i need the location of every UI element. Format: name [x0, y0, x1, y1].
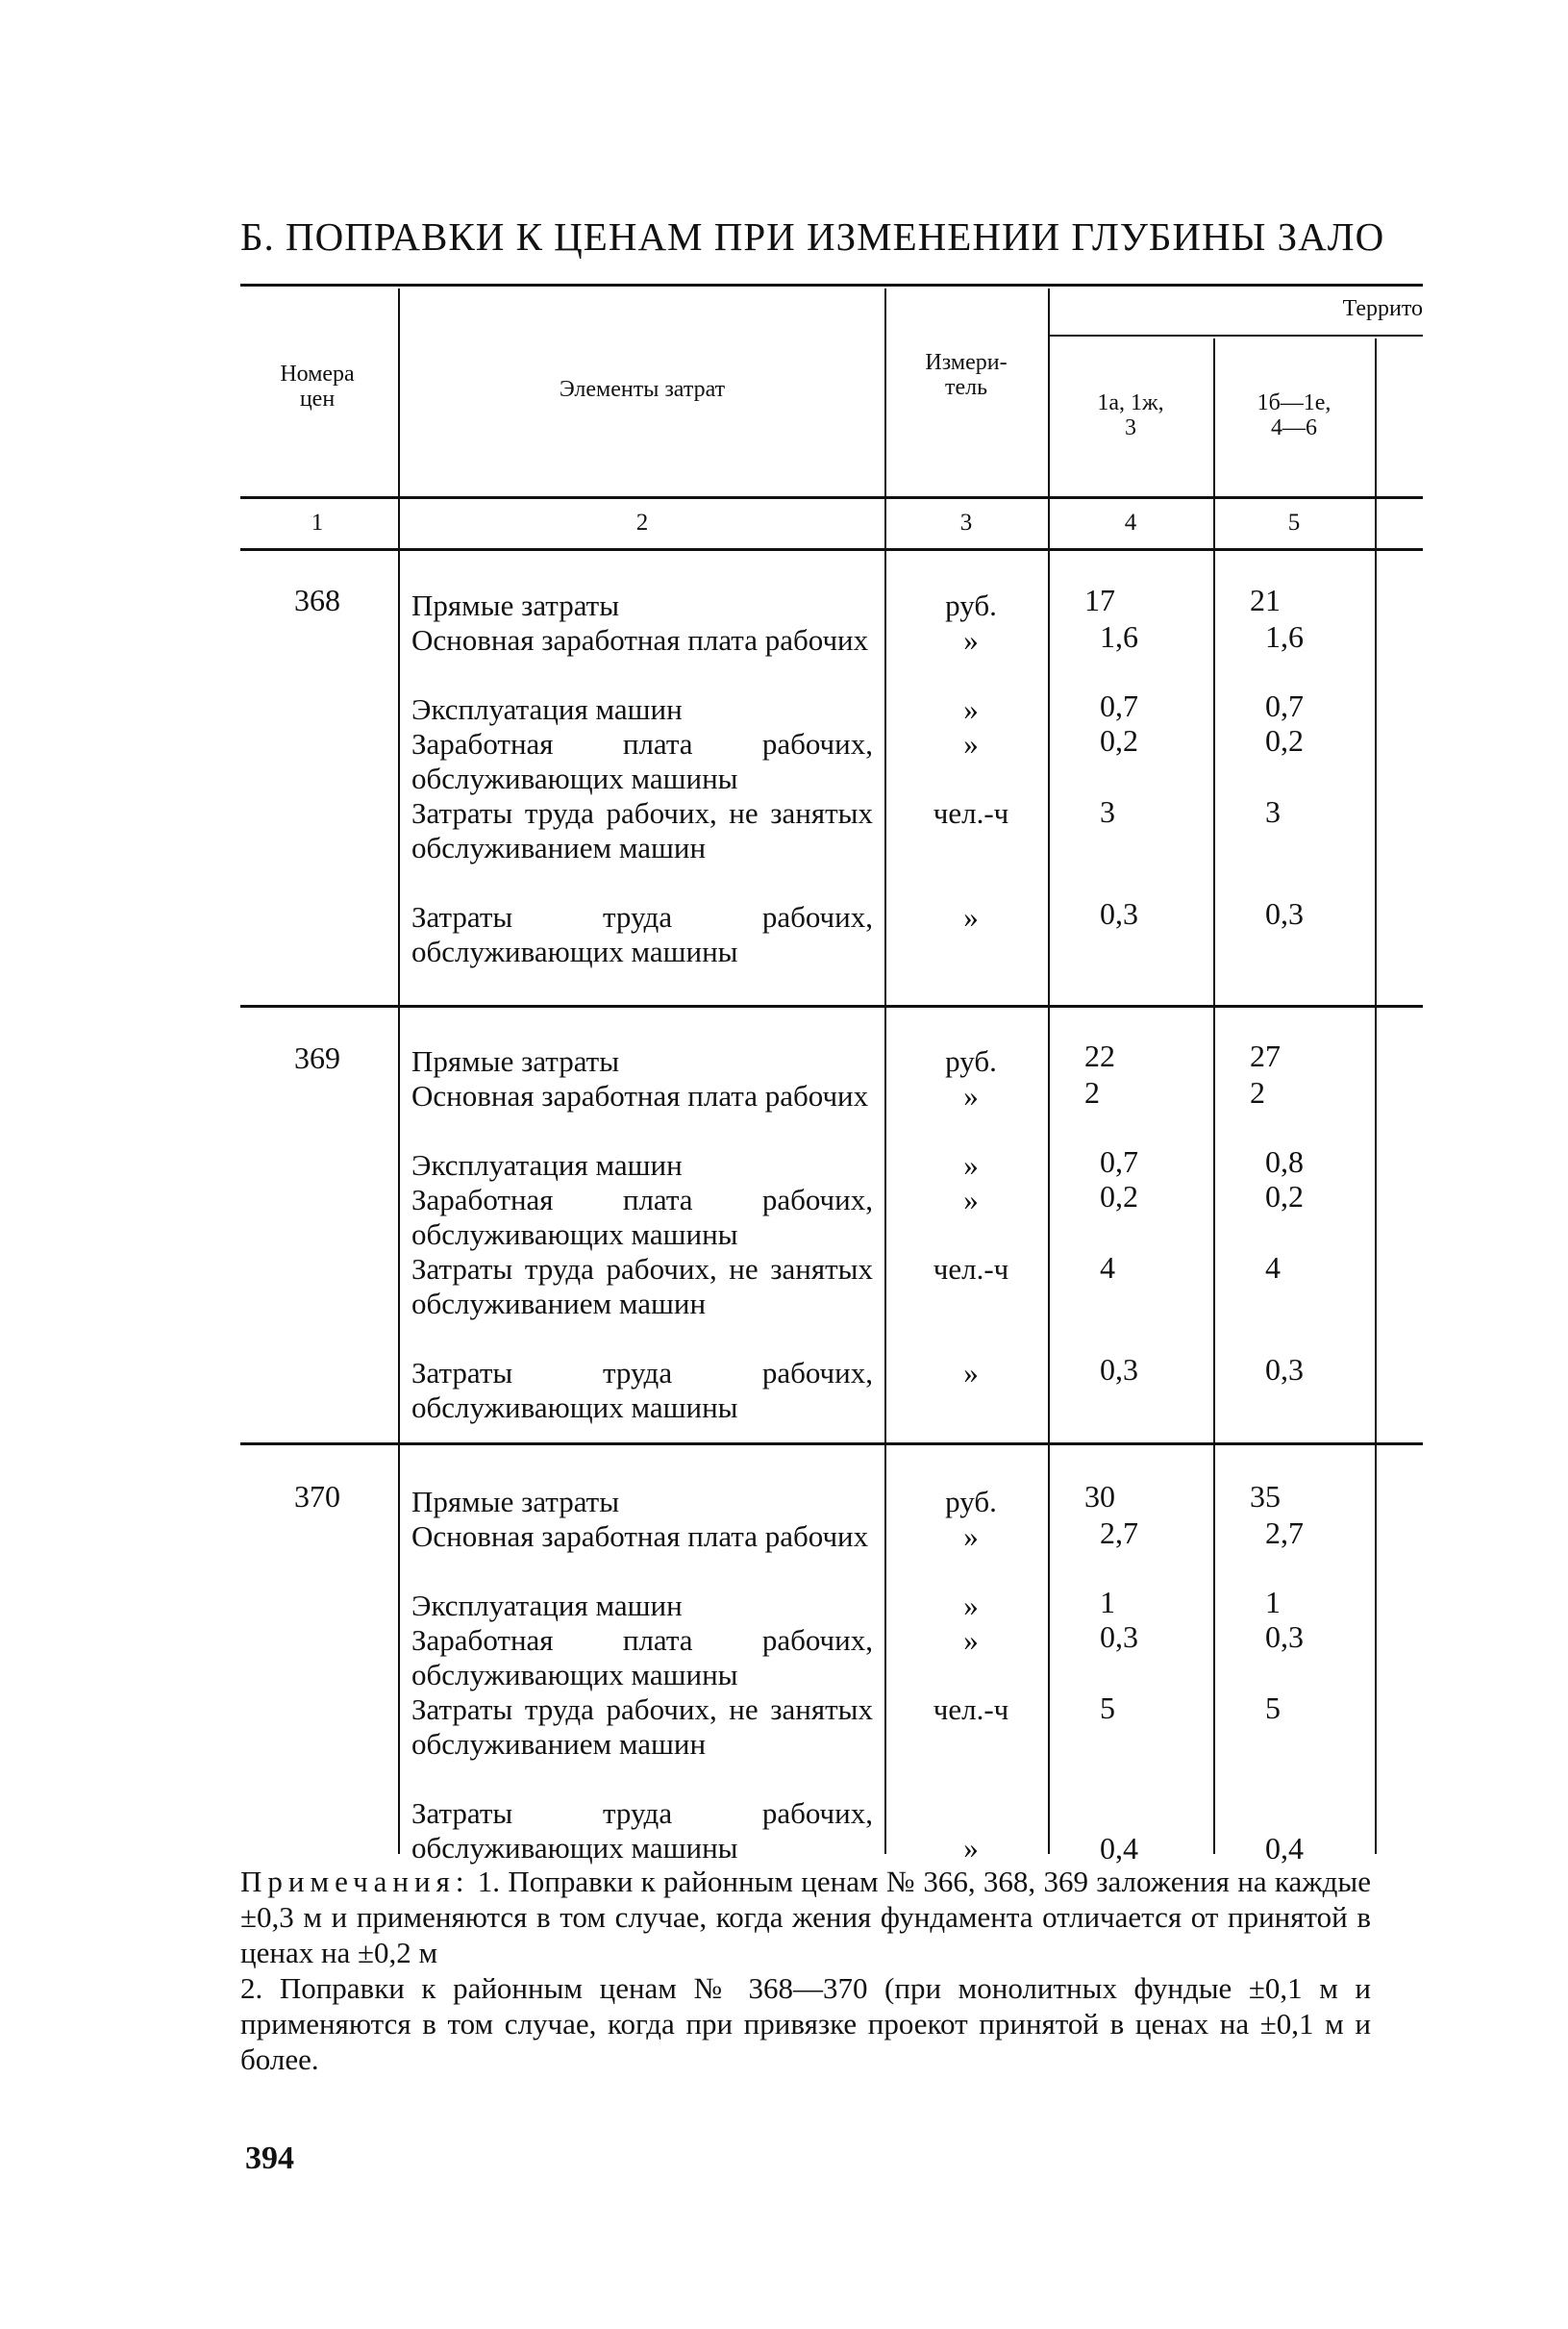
unit: »: [963, 900, 979, 934]
cost-element: Затраты труда рабочих, не занятых обслуживанием машин: [411, 1692, 873, 1761]
unit: чел.-ч: [933, 1692, 1009, 1726]
notes-label: Примечания:: [240, 1865, 470, 1898]
unit: »: [963, 1356, 979, 1390]
value-col5: 0,8: [1265, 1144, 1304, 1179]
note-2-text: 2. Поправки к районным ценам № 368—370 (при монолитных фундые ±0,1 м и применяются в том случае, когда при привязке проекот принятой в ценах на ±0,1 м и более.: [240, 1971, 1371, 2076]
header-territory: Террито: [1342, 296, 1423, 321]
unit: руб.: [945, 1485, 997, 1518]
value-col5: 1: [1265, 1585, 1281, 1619]
column-number: 5: [1287, 510, 1301, 536]
group-rule-370: [240, 1442, 1423, 1445]
value-col4: 0,2: [1100, 723, 1138, 758]
col-divider: [1375, 338, 1377, 1854]
value-col5: 2: [1250, 1075, 1265, 1110]
value-col4: 3: [1100, 794, 1115, 829]
cost-element: Затраты труда рабочих, не занятых обслуживанием машин: [411, 1252, 873, 1320]
cost-element: Затраты труда рабочих, обслуживающих машины: [411, 900, 873, 968]
unit: »: [963, 1589, 979, 1622]
header-cost-elements: Элементы затрат: [559, 377, 726, 402]
price-number: 370: [294, 1479, 340, 1514]
value-col4: 0,7: [1100, 1144, 1138, 1179]
unit: »: [963, 623, 979, 657]
note-1: [240, 1864, 1371, 1970]
unit: »: [963, 1519, 979, 1553]
value-col5: 0,3: [1265, 1619, 1304, 1654]
unit: »: [963, 727, 979, 761]
value-col4: 1,6: [1100, 619, 1138, 654]
notes: [240, 1864, 1371, 2077]
cost-element: Прямые затраты: [411, 589, 620, 622]
cost-element: Заработная плата рабочих, обслуживающих машины: [411, 1183, 873, 1251]
value-col5: 1,6: [1265, 619, 1304, 654]
value-col4: 2: [1084, 1075, 1100, 1110]
unit: »: [963, 1079, 979, 1113]
value-col4: 30: [1084, 1479, 1115, 1514]
header-col5: 1б—1е, 4—6: [1257, 390, 1332, 440]
cost-element: Заработная плата рабочих, обслуживающих машины: [411, 727, 873, 795]
value-col5: 27: [1250, 1039, 1281, 1073]
header-unit: Измери- тель: [925, 350, 1008, 400]
cost-element: Прямые затраты: [411, 1044, 620, 1078]
group-rule-369: [240, 1005, 1423, 1008]
header-price-numbers: Номера цен: [280, 362, 355, 412]
unit: чел.-ч: [933, 1252, 1009, 1286]
column-number: 4: [1124, 510, 1137, 536]
cost-element: Затраты труда рабочих, обслуживающих машины: [411, 1796, 873, 1865]
value-col4: 0,3: [1100, 896, 1138, 931]
cost-element: Основная заработная плата рабочих: [411, 623, 869, 657]
column-number: 1: [311, 510, 324, 536]
note-1-text: 1. Поправки к районным ценам № 366, 368, 369 заложения на каждые ±0,3 м и применяются в том случае, когда жения фундамента отличается от принятой в ценах на ±0,2 м: [240, 1865, 1372, 1969]
value-col4: 0,7: [1100, 689, 1138, 723]
value-col4: 22: [1084, 1039, 1115, 1073]
value-col5: 5: [1265, 1690, 1281, 1725]
header-bottom-rule: [240, 496, 1423, 499]
column-number: 3: [959, 510, 973, 536]
header-col4: 1а, 1ж, 3: [1097, 390, 1164, 440]
value-col4: 0,3: [1100, 1619, 1138, 1654]
unit: чел.-ч: [933, 796, 1009, 830]
cost-element: Основная заработная плата рабочих: [411, 1079, 869, 1113]
value-col5: 0,2: [1265, 723, 1304, 758]
value-col5: 2,7: [1265, 1515, 1304, 1550]
cost-element: Затраты труда рабочих, не занятых обслуживанием машин: [411, 796, 873, 864]
page-number: 394: [245, 2141, 294, 2176]
colnum-bottom-rule: [240, 548, 1423, 551]
value-col4: 0,3: [1100, 1352, 1138, 1387]
column-number: 2: [635, 510, 649, 536]
unit: »: [963, 1623, 979, 1657]
unit: руб.: [945, 1044, 997, 1078]
cost-element: Эксплуатация машин: [411, 1148, 683, 1182]
col-divider: [1048, 288, 1050, 1854]
value-col4: 5: [1100, 1690, 1115, 1725]
value-col5: 3: [1265, 794, 1281, 829]
unit: »: [963, 1148, 979, 1182]
cost-element: Основная заработная плата рабочих: [411, 1519, 869, 1553]
table-top-rule: [240, 284, 1423, 287]
value-col5: 0,3: [1265, 1352, 1304, 1387]
price-number: 369: [294, 1040, 340, 1075]
value-col5: 0,7: [1265, 689, 1304, 723]
cost-element: Эксплуатация машин: [411, 692, 683, 726]
cost-element: Заработная плата рабочих, обслуживающих машины: [411, 1623, 873, 1691]
value-col4: 2,7: [1100, 1515, 1138, 1550]
value-col4: 0,4: [1100, 1831, 1138, 1866]
price-number: 368: [294, 583, 340, 617]
page-title: Б. ПОПРАВКИ К ЦЕНАМ ПРИ ИЗМЕНЕНИИ ГЛУБИНЫ ЗАЛО: [240, 214, 1385, 259]
unit: »: [963, 692, 979, 726]
col-divider: [398, 288, 400, 1854]
note-2: [240, 1970, 1371, 2077]
value-col5: 0,3: [1265, 896, 1304, 931]
col-divider: [884, 288, 886, 1854]
value-col4: 1: [1100, 1585, 1115, 1619]
value-col5: 0,4: [1265, 1831, 1304, 1866]
value-col5: 35: [1250, 1479, 1281, 1514]
cost-element: Эксплуатация машин: [411, 1589, 683, 1622]
unit: руб.: [945, 589, 997, 622]
cost-element: Прямые затраты: [411, 1485, 620, 1518]
col-divider: [1213, 338, 1215, 1854]
value-col5: 21: [1250, 583, 1281, 617]
value-col5: 0,2: [1265, 1179, 1304, 1214]
value-col4: 0,2: [1100, 1179, 1138, 1214]
territory-rule: [1050, 335, 1423, 337]
cost-element: Затраты труда рабочих, обслуживающих машины: [411, 1356, 873, 1424]
value-col5: 4: [1265, 1250, 1281, 1285]
unit: »: [963, 1183, 979, 1216]
value-col4: 4: [1100, 1250, 1115, 1285]
unit: »: [963, 1831, 979, 1865]
value-col4: 17: [1084, 583, 1115, 617]
